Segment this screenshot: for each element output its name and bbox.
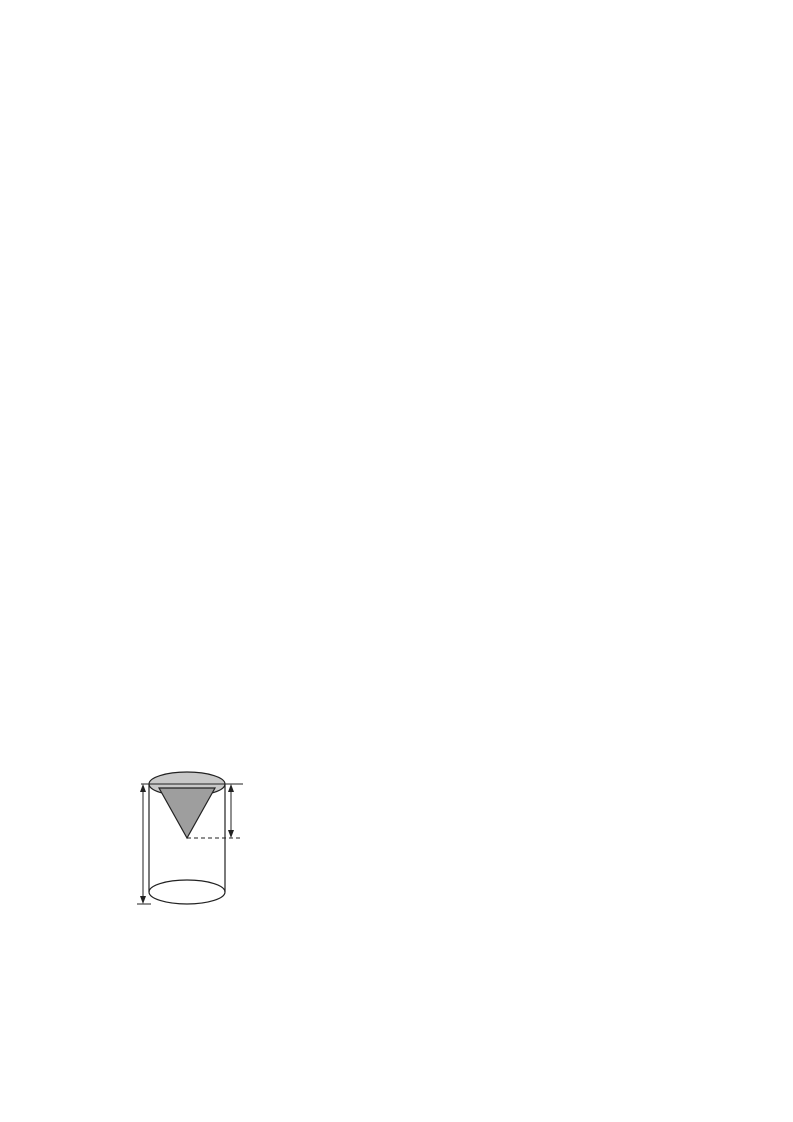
arrowhead-up (140, 784, 146, 792)
arrowhead-up (228, 784, 234, 792)
cone-shape (159, 788, 215, 838)
arrowhead-down (228, 830, 234, 838)
cylinder-bottom-ellipse (149, 880, 225, 904)
arrowhead-down (140, 896, 146, 904)
cylinder-cone-figure (117, 762, 267, 912)
